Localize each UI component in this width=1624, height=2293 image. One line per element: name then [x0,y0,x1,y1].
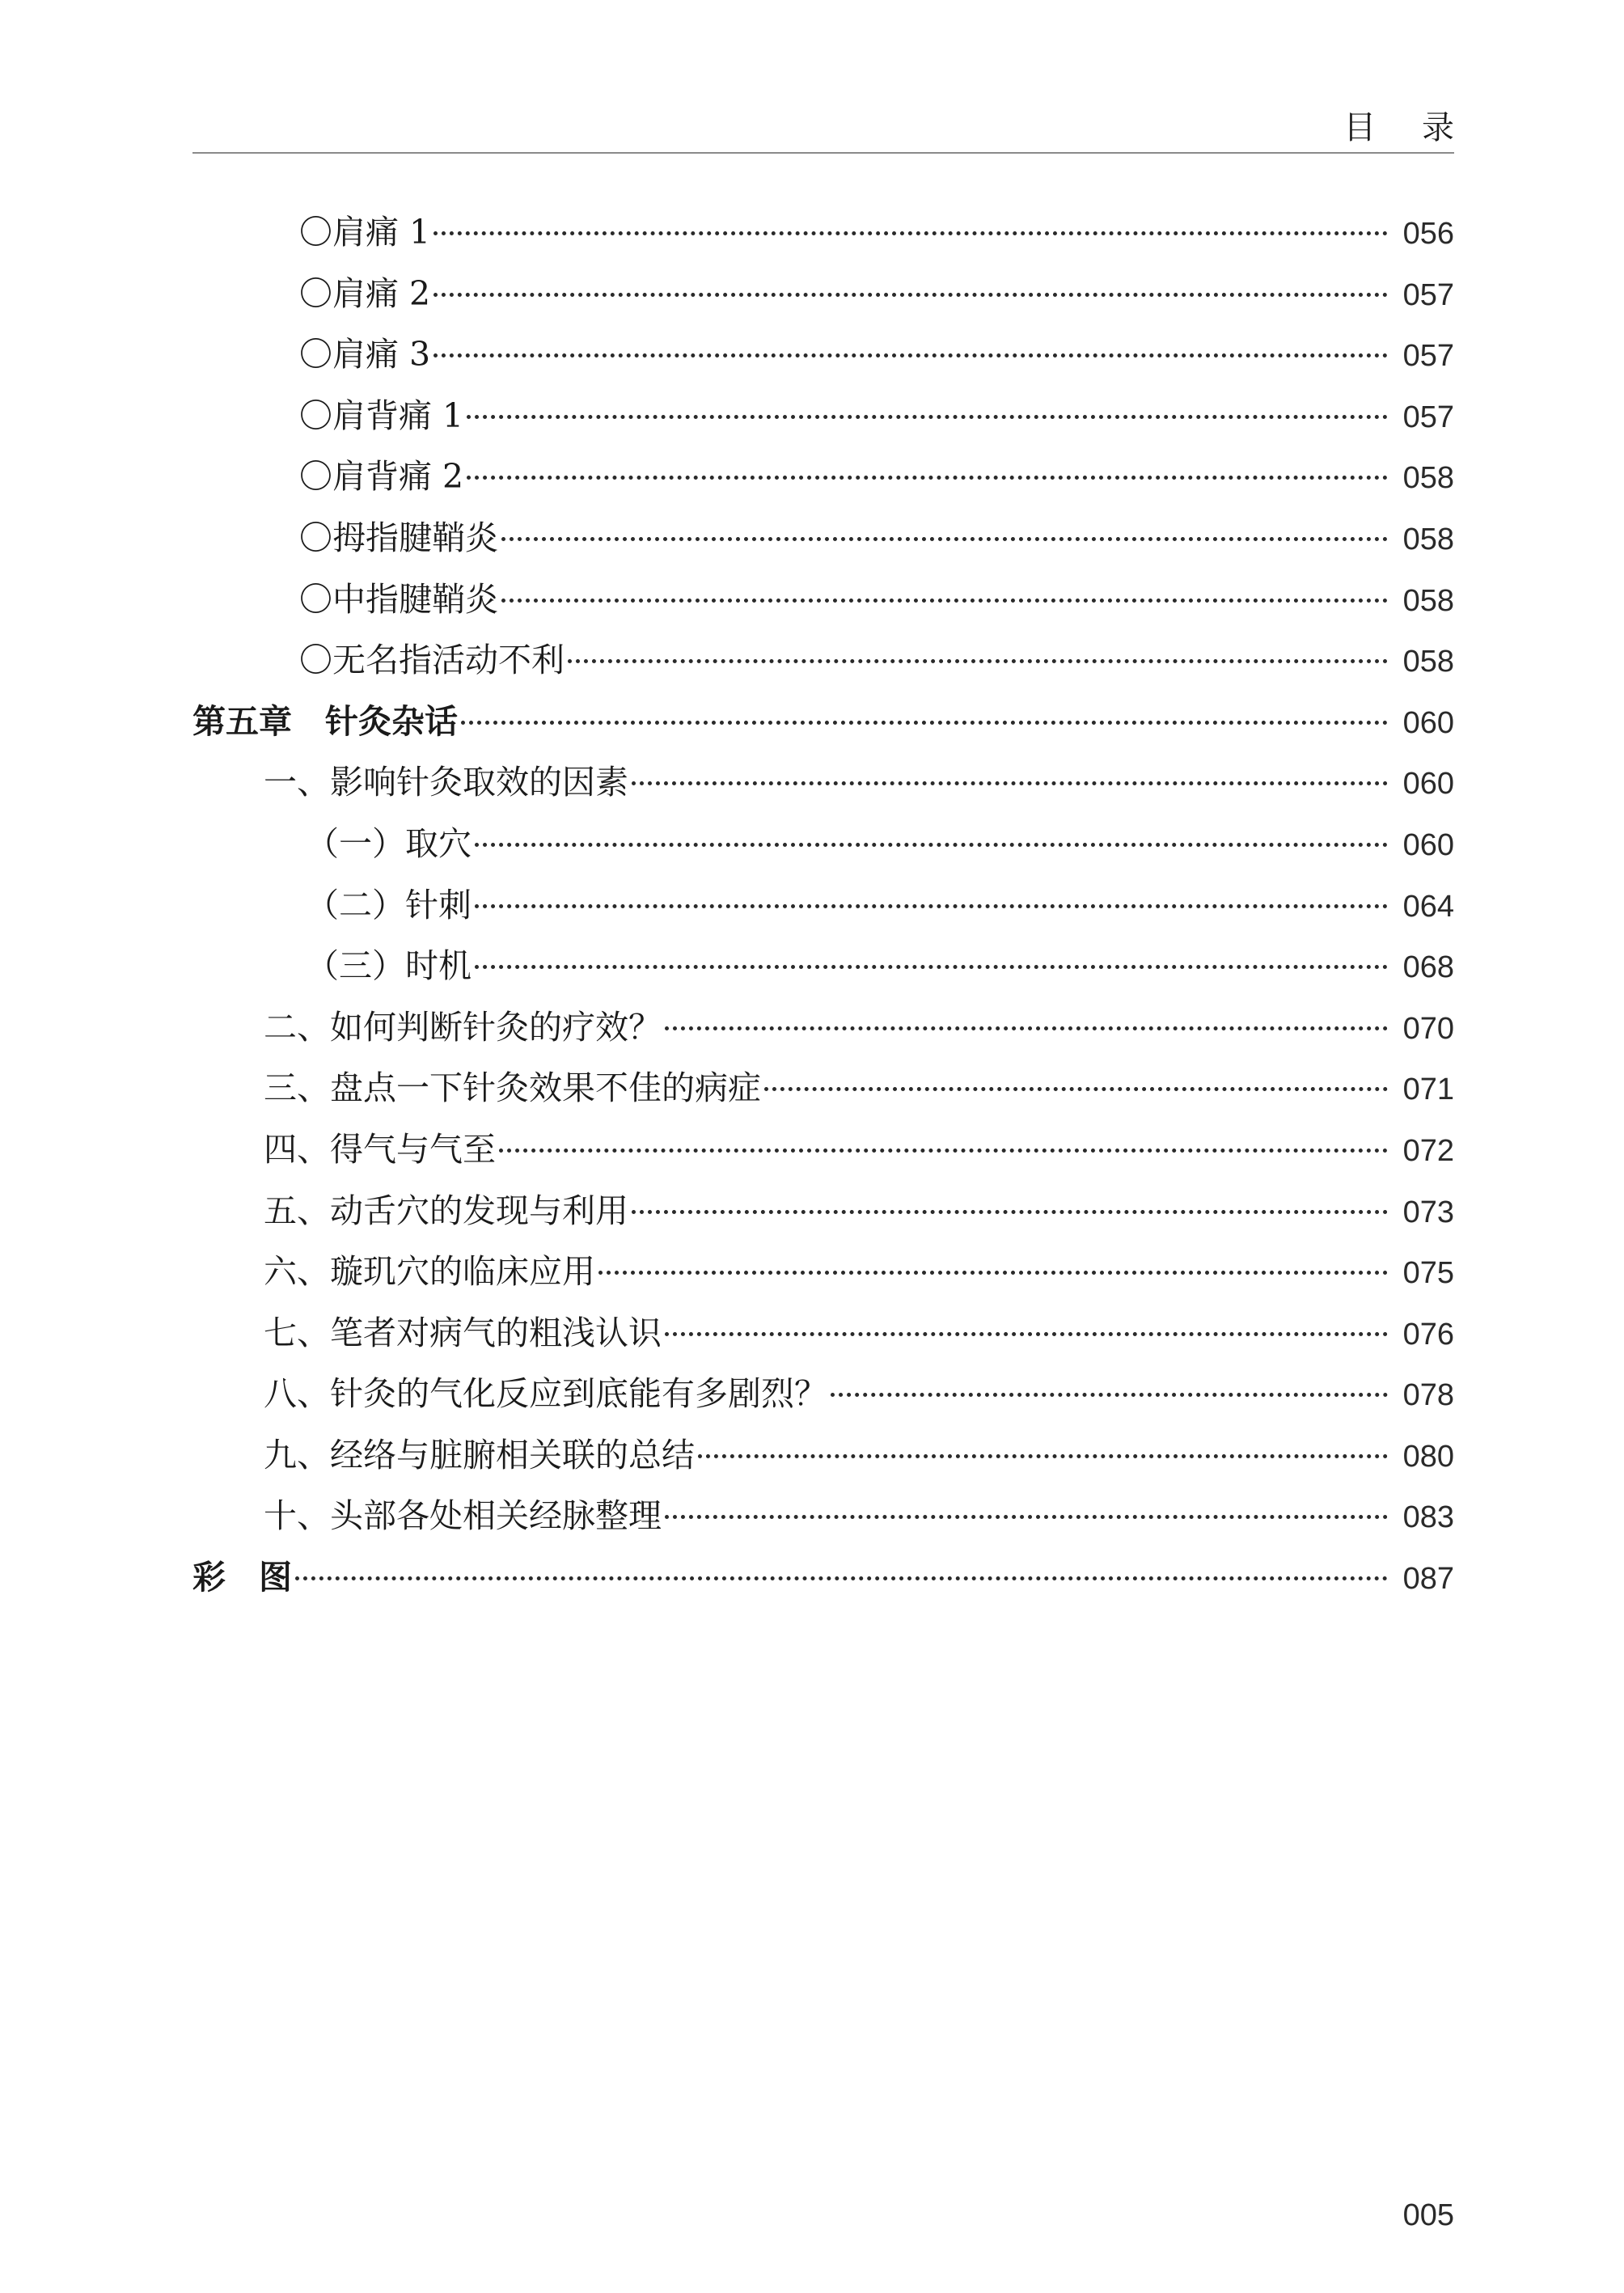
toc-entry-label: （二）针刺 [306,885,472,924]
toc-entry-page: 060 [1402,767,1454,802]
toc-entry-page: 068 [1402,950,1454,985]
toc-entry-page: 078 [1402,1378,1454,1413]
toc-entry[interactable] [192,1425,1454,1487]
toc-entry-label: 〇无名指活动不利 [299,641,565,680]
toc-entry[interactable] [192,569,1454,631]
toc-entry-page: 087 [1402,1562,1454,1597]
dot-leader [433,230,1388,235]
toc-entry[interactable] [192,508,1454,569]
toc-entry-page: 075 [1402,1256,1454,1291]
running-header [192,95,1472,154]
toc-entry[interactable] [192,202,1454,264]
toc-entry[interactable] [192,936,1454,997]
dot-leader [295,1575,1388,1580]
toc-entry-page: 058 [1402,583,1454,618]
dot-leader [499,1147,1388,1153]
toc-entry[interactable] [192,752,1454,814]
toc-entry-page: 060 [1402,827,1454,862]
toc-entry-page: 064 [1402,889,1454,924]
dot-leader [475,841,1388,847]
toc-entry-label: 五、动舌穴的发现与利用 [264,1191,628,1230]
toc-entry-page: 070 [1402,1011,1454,1046]
toc-entry[interactable] [192,1364,1454,1425]
dot-leader [433,352,1388,357]
toc-entry-page: 071 [1402,1072,1454,1107]
dot-leader [831,1391,1388,1397]
toc-entry-label: 一、影响针灸取效的因素 [264,763,628,802]
toc-entry[interactable] [192,446,1454,508]
toc-entry-page: 058 [1402,461,1454,496]
toc-entry-label: 〇肩痛 1 [299,213,431,252]
toc-chapter-entry[interactable] [192,1547,1454,1609]
toc-entry-label: 〇拇指腱鞘炎 [299,518,498,557]
toc-entry-label: 〇肩痛 3 [299,335,431,374]
dot-leader [665,1331,1388,1336]
toc-entry-label: （三）时机 [306,946,472,986]
toc-entry[interactable] [192,814,1454,875]
toc-entry-label: （一）取穴 [306,823,472,863]
toc-entry[interactable] [192,1303,1454,1364]
toc-entry[interactable] [192,386,1454,447]
toc-entry-page: 083 [1402,1500,1454,1535]
toc-entry[interactable] [192,1242,1454,1303]
toc-entry-page: 057 [1402,400,1454,434]
dot-leader [467,413,1388,419]
toc-entry-page: 057 [1402,339,1454,374]
toc-entry-page: 060 [1402,705,1454,740]
toc-entry-label: 四、得气与气至 [264,1129,496,1169]
toc-entry[interactable] [192,1486,1454,1547]
dot-leader [461,719,1388,725]
dot-leader [501,597,1388,603]
toc-entry[interactable] [192,1119,1454,1181]
toc-entry-label: 彩 图 [192,1558,292,1597]
toc-entry-label: 〇中指腱鞘炎 [299,579,498,619]
toc-entry-label: 十、头部各处相关经脉整理 [264,1496,662,1536]
toc-entry-page: 076 [1402,1317,1454,1352]
dot-leader [665,1513,1388,1519]
toc-entry-page: 057 [1402,277,1454,312]
toc-entry[interactable] [192,324,1454,386]
toc-entry[interactable] [192,1181,1454,1242]
dot-leader [598,1269,1388,1275]
toc-entry-label: 〇肩痛 2 [299,273,431,313]
toc-entry-page: 080 [1402,1439,1454,1474]
dot-leader [475,903,1388,908]
toc-entry-label: 八、针灸的气化反应到底能有多剧烈？ [264,1374,827,1414]
dot-leader [501,535,1388,541]
toc-chapter-entry[interactable] [192,692,1454,753]
dot-leader [568,658,1388,663]
dot-leader [698,1453,1388,1458]
toc-entry-page: 073 [1402,1195,1454,1229]
toc-entry-label: 二、如何判断针灸的疗效？ [264,1007,662,1047]
toc-entry[interactable] [192,264,1454,325]
toc-entry-label: 第五章 针灸杂话 [192,701,458,741]
dot-leader [467,474,1388,480]
toc-entry-page: 058 [1402,645,1454,679]
toc-entry[interactable] [192,875,1454,937]
dot-leader [665,1025,1388,1030]
toc-entry-page: 058 [1402,522,1454,556]
header-title: 目 录 [1343,109,1472,146]
dot-leader [475,963,1388,969]
dot-leader [632,1208,1388,1214]
toc-entry-label: 〇肩背痛 2 [299,457,464,497]
toc-entry-label: 六、璇玑穴的临床应用 [264,1252,595,1292]
toc-entry-label: 三、盘点一下针灸效果不佳的病症 [264,1068,761,1108]
dot-leader [632,780,1388,785]
toc-entry-label: 〇肩背痛 1 [299,396,464,435]
toc-entry-label: 七、笔者对病气的粗浅认识 [264,1313,662,1352]
dot-leader [764,1085,1388,1091]
toc-entry-label: 九、经络与脏腑相关联的总结 [264,1435,695,1474]
toc-entry[interactable] [192,630,1454,692]
toc-entry[interactable] [192,1058,1454,1119]
toc-entry-page: 056 [1402,217,1454,251]
toc-entry-page: 072 [1402,1133,1454,1168]
table-of-contents [192,202,1454,1609]
page-number: 005 [1402,2198,1454,2232]
toc-entry[interactable] [192,997,1454,1059]
dot-leader [433,291,1388,297]
